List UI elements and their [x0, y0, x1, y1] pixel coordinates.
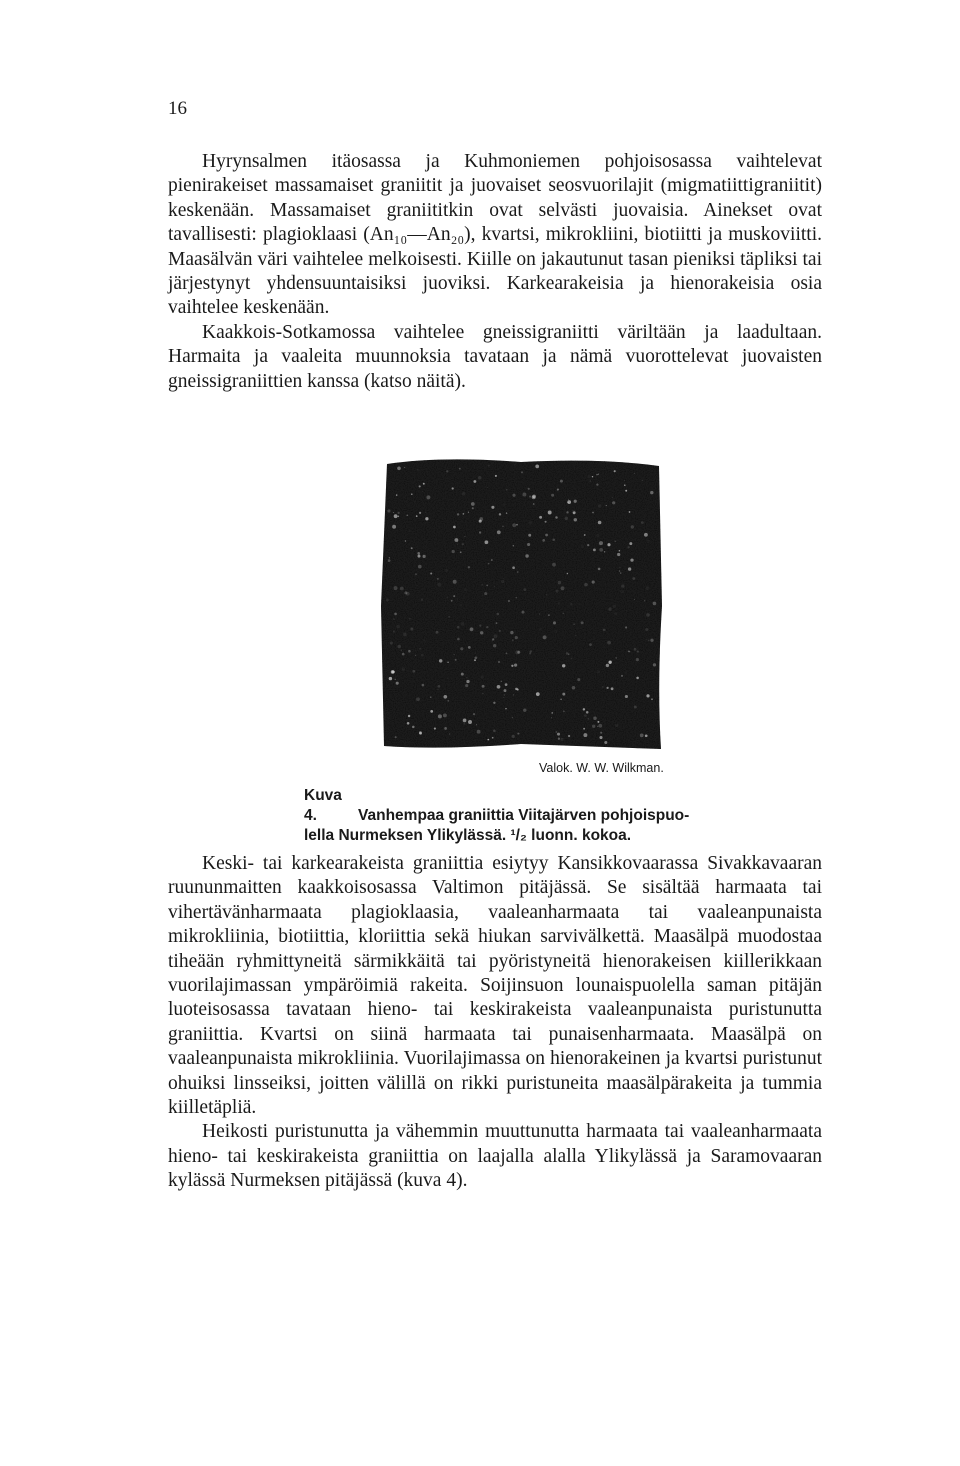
caption-line-1: Vanhempaa graniittia Viitajärven pohjoispuo- [358, 807, 690, 824]
caption-line-2: lella Nurmeksen Ylikylässä. ¹/₂ luonn. kokoa. [304, 827, 632, 844]
granite-photo [381, 456, 663, 751]
paragraph: Heikosti puristunutta ja vähemmin muuttunutta harmaata tai vaaleanharmaata hieno- tai keskirakeista graniittia on laajalla alalla Ylikylässä ja Saramovaaran kylässä Nurmeksen pitäjässä (kuva 4). [168, 1121, 822, 1192]
paragraph: Hyrynsalmen itäosassa ja Kuhmoniemen pohjoisosassa vaihtelevat pienirakeiset massamaiset graniitit ja juovaiset seosvuorilajit (migmatiittigraniitit) keskenään. Massamaiset graniititkin ovat selvästi juovaisia. Ainekset ovat tavallisesti: plagioklaasi (An₁₀—An₂₀), kvartsi, mikrokliini, biotiitti ja muskoviitti. Maasälvän väri vaihtelee melkoisesti. Kiille on jakautunut tasan pieniksi täpliksi tai järjestynyt yhdensuuntaisiksi juoviksi. Karkearakeisia ja hienorakeisia osia vaihtelee keskenään. [168, 151, 822, 319]
granite-photo-image [381, 456, 663, 751]
page-number: 16 [168, 98, 187, 119]
caption-label: Kuva 4. [304, 787, 342, 824]
bottom-text-block [168, 852, 822, 1194]
figure-caption [304, 786, 744, 846]
paragraph: Kaakkois-Sotkamossa vaihtelee gneissigraniitti väriltään ja laadultaan. Harmaita ja vaaleita muunnoksia tavataan ja nämä vuorottelevat juovaisten gneissigraniittien kanssa (katso näitä). [168, 321, 822, 392]
photo-credit: Valok. W. W. Wilkman. [539, 761, 664, 775]
paragraph: Keski- tai karkearakeista graniittia esiytyy Kansikkovaarassa Sivakkavaaran ruununmaitten kaakkoisosassa Valtimon pitäjässä. Se sisältää harmaata tai vihertävänharmaata plagioklaasia, vaaleanharmaata tai vaaleanpunaista mikrokliinia, biotiittia, kloriittia sekä hiukan sarvivälkettä. Maasälpä muodostaa tiheään ryhmittyneitä särmikkäitä tai pyöristyneitä hienorakeisen kiillerikkaan vuorilajimassan ympäröimiä rakeita. Soijinsuon lounaispuolella saman pitäjän luoteisosassa tavataan hieno- tai keskirakeista vaaleanpunaista puristunutta graniittia. Kvartsi on siinä harmaata tai punaisenharmaata. Maasälpä on vaaleanpunaista mikrokliinia. Vuorilajimassa on hienorakeinen ja kvartsi puristunut ohuiksi linsseiksi, joitten välillä on rikki puristuneita maasälpärakeita ja tummia kiilletäpliä. [168, 853, 822, 1119]
top-text-block [168, 150, 822, 394]
